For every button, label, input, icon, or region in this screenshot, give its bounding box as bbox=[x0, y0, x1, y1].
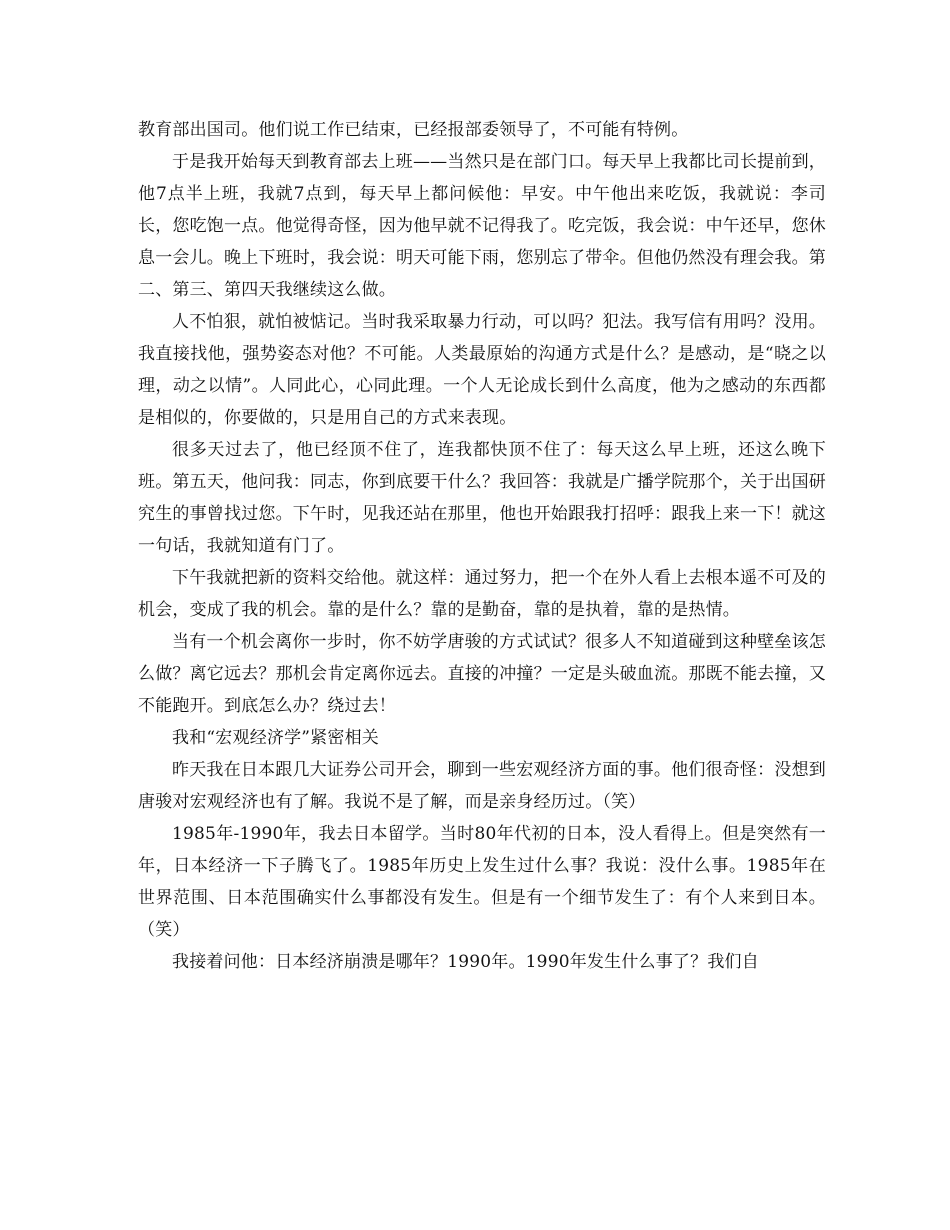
paragraph: 昨天我在日本跟几大证券公司开会，聊到一些宏观经济方面的事。他们很奇怪：没想到唐骏对宏观经济也有了解。我说不是了解，而是亲身经历过。（笑） bbox=[138, 760, 826, 812]
paragraph: 很多天过去了，他已经顶不住了，连我都快顶不住了：每天这么早上班，还这么晚下班。第五天，他问我：同志，你到底要干什么？我回答：我就是广播学院那个，关于出国研究生的事曾找过您。下午时，见我还站在那里，他也开始跟我打招呼：跟我上来一下！就这一句话，我就知道有门了。 bbox=[138, 440, 826, 556]
paragraph: 于是我开始每天到教育部去上班——当然只是在部门口。每天早上我都比司长提前到，他7点半上班，我就7点到，每天早上都问候他：早安。中午他出来吃饭，我就说：李司长，您吃饱一点。他觉得奇怪，因为他早就不记得我了。吃完饭，我会说：中午还早，您休息一会儿。晚上下班时，我会说：明天可能下雨，您别忘了带伞。但他仍然没有理会我。第二、第三、第四天我继续这么做。 bbox=[138, 152, 826, 300]
paragraph: 当有一个机会离你一步时，你不妨学唐骏的方式试试？很多人不知道碰到这种壁垒该怎么做？离它远去？那机会肯定离你远去。直接的冲撞？一定是头破血流。那既不能去撞，又不能跑开。到底怎么办？绕过去！ bbox=[138, 632, 826, 716]
paragraph: 1985年-1990年，我去日本留学。当时80年代初的日本，没人看得上。但是突然有一年，日本经济一下子腾飞了。1985年历史上发生过什么事？我说：没什么事。1985年在世界范围、日本范围确实什么事都没有发生。但是有一个细节发生了：有个人来到日本。（笑） bbox=[138, 824, 826, 940]
paragraph: 我接着问他：日本经济崩溃是哪年？1990年。1990年发生什么事了？我们自 bbox=[172, 952, 759, 972]
section-heading: 我和“宏观经济学”紧密相关 bbox=[172, 728, 379, 748]
document-body bbox=[138, 114, 826, 978]
paragraph: 人不怕狠，就怕被惦记。当时我采取暴力行动，可以吗？犯法。我写信有用吗？没用。我直接找他，强势姿态对他？不可能。人类最原始的沟通方式是什么？是感动，是“晓之以理，动之以情”。人同此心，心同此理。一个人无论成长到什么高度，他为之感动的东西都是相似的，你要做的，只是用自己的方式来表现。 bbox=[138, 312, 826, 428]
paragraph-continuation: 教育部出国司。他们说工作已结束，已经报部委领导了，不可能有特例。 bbox=[138, 120, 689, 140]
paragraph: 下午我就把新的资料交给他。就这样：通过努力，把一个在外人看上去根本遥不可及的机会，变成了我的机会。靠的是什么？靠的是勤奋，靠的是执着，靠的是热情。 bbox=[138, 568, 826, 620]
